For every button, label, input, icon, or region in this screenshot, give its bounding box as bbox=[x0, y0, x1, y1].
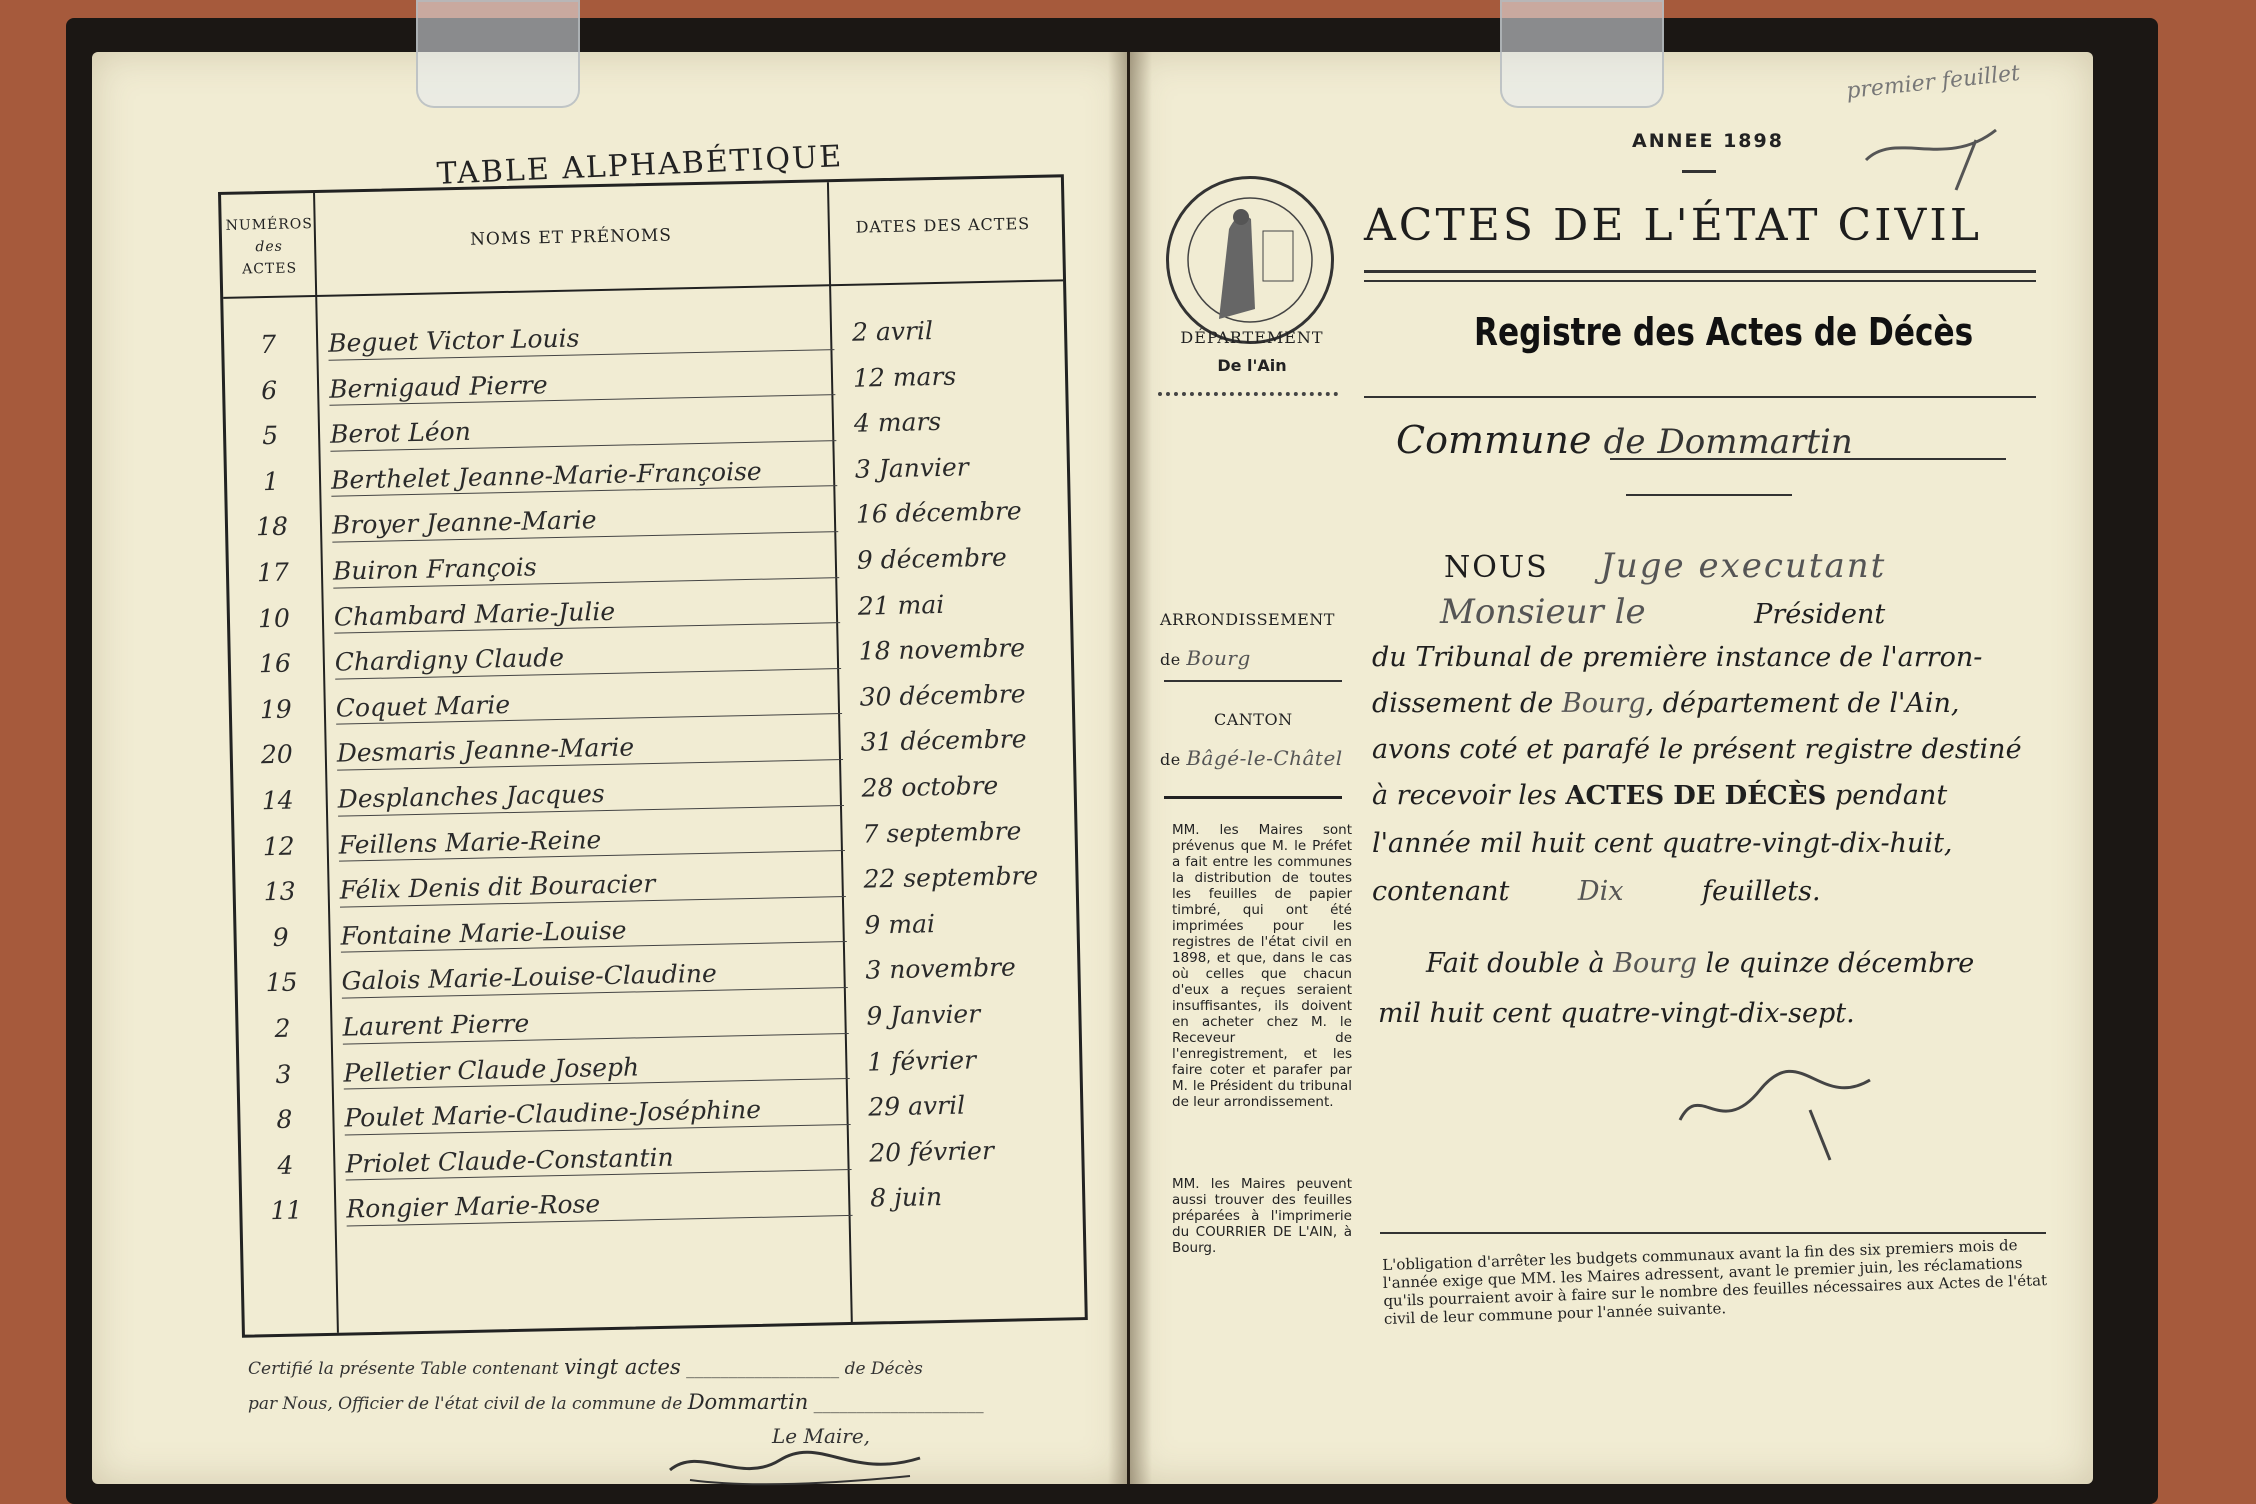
ornament-rule bbox=[1682, 170, 1716, 173]
header-dates: DATES DES ACTES bbox=[855, 214, 1031, 237]
fait-date-line: mil huit cent quatre-vingt-dix-sept. bbox=[1378, 998, 1855, 1029]
page-clip-right bbox=[1500, 0, 1664, 108]
entry-number: 20 bbox=[260, 739, 294, 770]
entry-name: Fontaine Marie-Louise bbox=[340, 915, 635, 950]
entry-number: 14 bbox=[261, 785, 294, 816]
main-title: ACTES DE L'ÉTAT CIVIL bbox=[1364, 200, 1982, 251]
fait-double-line: Fait double à Bourg le quinze décembre bbox=[1426, 948, 1975, 979]
entry-name: Galois Marie-Louise-Claudine bbox=[341, 959, 725, 996]
entry-date: 21 mai bbox=[857, 589, 945, 621]
certification-line-2: par Nous, Officier de l'état civil de la commune de Dommartin ____________________ bbox=[248, 1390, 984, 1414]
entry-number: 13 bbox=[263, 876, 296, 907]
maires-notice-2: MM. les Maires peuvent aussi trouver des feuilles préparées à l'imprimerie du COURRIER DE L'AIN, à Bourg. bbox=[1172, 1176, 1352, 1256]
entry-name: Rongier Marie-Rose bbox=[346, 1189, 608, 1223]
body-line-6: contenant Dix feuillets. bbox=[1372, 876, 1821, 907]
entry-date: 22 septembre bbox=[863, 861, 1039, 894]
entry-name: Buiron François bbox=[333, 552, 545, 585]
entry-number: 11 bbox=[270, 1195, 303, 1226]
entry-name: Chambard Marie-Julie bbox=[334, 596, 624, 631]
nous-line: NOUS Juge executant bbox=[1444, 546, 1887, 586]
tax-stamp-seal bbox=[1166, 176, 1334, 344]
entry-date: 8 juin bbox=[869, 1182, 943, 1213]
header-divider bbox=[223, 279, 1063, 299]
entry-date: 9 mai bbox=[864, 908, 936, 940]
arrondissement-line: de Bourg bbox=[1160, 646, 1251, 670]
entry-name: Berthelet Jeanne-Marie-Françoise bbox=[331, 456, 770, 494]
entry-name: Bernigaud Pierre bbox=[329, 370, 556, 404]
body-line-5: l'année mil huit cent quatre-vingt-dix-huit, bbox=[1372, 828, 1953, 859]
entry-name: Broyer Jeanne-Marie bbox=[332, 505, 605, 540]
body-line-2: dissement de Bourg, département de l'Ain, bbox=[1372, 688, 1960, 719]
title-rule-2 bbox=[1364, 280, 2036, 282]
entry-number: 6 bbox=[260, 375, 278, 405]
body-line-4: à recevoir les ACTES DE DÉCÈS pendant bbox=[1372, 780, 1948, 811]
maires-notice-1: MM. les Maires sont prévenus que M. le Préfet a fait entre les communes la distribution de toutes les feuilles de papier timbré, qui ont été imprimées pour les registres de l'état civil en 1898, et que, dans le cas où celles que chacun d'eux a reçues seraient insuffisantes, ils doivent en acheter chez M. le Receveur de l'enregistrement, et les faire coter et parafer par M. le Président du tribunal de leur arrondissement. bbox=[1172, 822, 1352, 1110]
commune-line: Commune de Dommartin bbox=[1396, 418, 1853, 462]
entry-number: 1 bbox=[262, 466, 280, 496]
entry-date: 31 décembre bbox=[860, 724, 1027, 758]
department-ornament bbox=[1158, 392, 1338, 396]
entry-name: Poulet Marie-Claudine-Joséphine bbox=[344, 1095, 769, 1133]
entry-date: 1 février bbox=[867, 1044, 977, 1077]
maire-signature bbox=[660, 1440, 940, 1490]
entry-number: 15 bbox=[265, 967, 298, 998]
commune-rule bbox=[1610, 458, 2006, 460]
entry-date: 20 février bbox=[868, 1135, 995, 1168]
entry-date: 2 avril bbox=[851, 316, 934, 347]
table-title: TABLE ALPHABÉTIQUE bbox=[436, 139, 844, 192]
entry-date: 29 avril bbox=[868, 1090, 966, 1122]
body-line-3: avons coté et parafé le présent registre destiné bbox=[1372, 734, 2022, 765]
entry-date: 28 octobre bbox=[861, 770, 999, 803]
entry-number: 3 bbox=[275, 1059, 292, 1089]
canton-label: CANTON bbox=[1214, 710, 1293, 729]
arrondissement-label: ARRONDISSEMENT bbox=[1160, 610, 1335, 629]
entry-number: 5 bbox=[261, 420, 279, 451]
entry-date: 16 décembre bbox=[855, 496, 1022, 530]
entry-number: 8 bbox=[276, 1104, 293, 1135]
body-line-1: du Tribunal de première instance de l'arron- bbox=[1372, 642, 1983, 673]
entry-name: Berot Léon bbox=[330, 417, 479, 449]
footnote: L'obligation d'arrêter les budgets communaux avant la fin des six premiers mois de l'année exige que MM. les Maires adressent, avant le premier juin, les réclamations qu'ils pourraient avoir à faire sur le nombre des feuilles nécessaires aux Actes de l'état civil de leur commune pour l'année suivante. bbox=[1382, 1236, 2048, 1328]
canton-rule bbox=[1164, 796, 1342, 799]
entry-date: 18 novembre bbox=[858, 633, 1026, 666]
year-label: ANNEE 1898 bbox=[1632, 130, 1784, 152]
ornament-rule-2 bbox=[1626, 494, 1792, 496]
entry-name: Chardigny Claude bbox=[335, 643, 573, 677]
entry-name: Feillens Marie-Reine bbox=[338, 824, 609, 859]
monsieur-line: Monsieur le Président bbox=[1440, 592, 1886, 632]
alphabetical-table bbox=[218, 174, 1088, 1337]
page-clip-left bbox=[416, 0, 580, 108]
entry-name: Desmaris Jeanne-Marie bbox=[336, 733, 642, 768]
maire-label: Le Maire, bbox=[772, 1424, 871, 1448]
entry-name: Laurent Pierre bbox=[342, 1008, 537, 1041]
entry-number: 16 bbox=[258, 648, 292, 679]
entry-name: Pelletier Claude Joseph bbox=[343, 1052, 647, 1087]
entry-number: 17 bbox=[256, 557, 290, 588]
entry-number: 12 bbox=[262, 831, 295, 861]
entry-number: 4 bbox=[277, 1150, 294, 1180]
entry-name: Priolet Claude-Constantin bbox=[345, 1142, 682, 1178]
footnote-rule bbox=[1380, 1232, 2046, 1234]
registre-rule bbox=[1364, 396, 2036, 398]
entry-number: 9 bbox=[272, 922, 289, 952]
entry-date: 12 mars bbox=[852, 361, 957, 393]
marianne-figure-icon bbox=[1169, 179, 1331, 341]
entry-date: 9 Janvier bbox=[866, 999, 981, 1031]
entry-name: Desplanches Jacques bbox=[337, 779, 613, 814]
entry-name: Beguet Victor Louis bbox=[328, 323, 588, 357]
entry-date: 7 septembre bbox=[862, 815, 1022, 849]
canton-line: de Bâgé-le-Châtel bbox=[1160, 746, 1343, 770]
entry-date: 3 Janvier bbox=[854, 452, 969, 484]
department-label: DÉPARTEMENT bbox=[1180, 328, 1324, 347]
certification-line-1: Certifié la présente Table contenant vingt actes __________________ de Décès bbox=[248, 1355, 923, 1379]
corner-handwritten-note: premier feuillet bbox=[1845, 60, 2022, 105]
entry-number: 10 bbox=[257, 603, 291, 633]
register-title: Registre des Actes de Décès bbox=[1474, 310, 1974, 354]
header-noms: NOMS ET PRÉNOMS bbox=[469, 225, 673, 250]
entry-number: 2 bbox=[274, 1013, 291, 1043]
book-gutter bbox=[1108, 52, 1152, 1484]
title-rule bbox=[1364, 270, 2036, 273]
arrondissement-rule bbox=[1164, 680, 1342, 682]
entry-number: 19 bbox=[259, 694, 293, 724]
entry-date: 3 novembre bbox=[865, 952, 1017, 985]
entry-name: Félix Denis dit Bouracier bbox=[339, 869, 663, 905]
entry-date: 4 mars bbox=[853, 407, 942, 438]
entry-number: 7 bbox=[259, 329, 277, 360]
entry-date: 9 décembre bbox=[856, 542, 1008, 575]
table-rows bbox=[224, 313, 1083, 1242]
entry-name: Coquet Marie bbox=[336, 690, 519, 723]
entry-date: 30 décembre bbox=[859, 678, 1026, 712]
header-numeros: NUMÉROS des ACTES bbox=[225, 216, 314, 278]
corner-paraph bbox=[1856, 110, 2016, 200]
entry-number: 18 bbox=[255, 511, 289, 542]
department-name: De l'Ain bbox=[1217, 356, 1287, 375]
president-signature bbox=[1660, 1050, 1900, 1170]
